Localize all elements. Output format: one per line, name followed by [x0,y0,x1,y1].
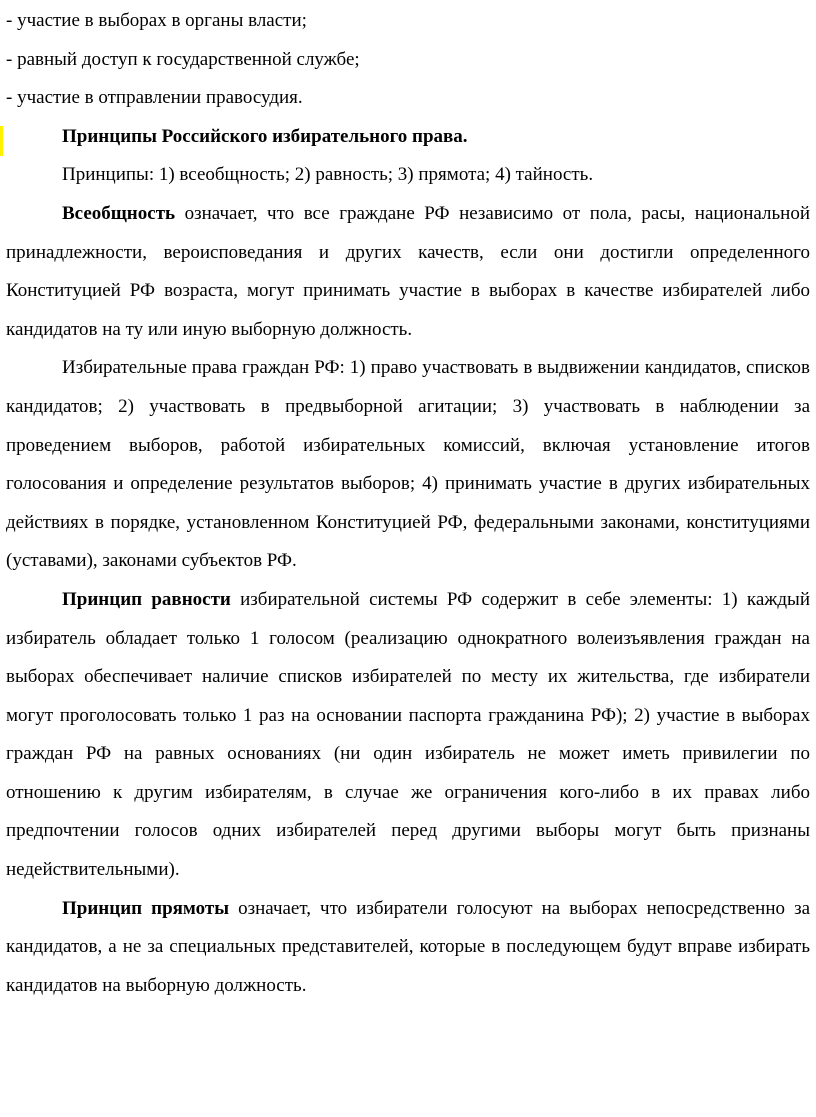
paragraph-directness [6,890,810,1006]
paragraph-text: избирательной системы РФ содержит в себе элементы: 1) каждый избиратель обладает только 1 голосом (реализацию однократного волеизъявления граждан на выборах обеспечивает наличие списков избирателей по месту их жительства, где избиратели могут проголосовать только 1 раз на основании паспорта гражданина РФ); 2) участие в выборах граждан РФ на равных основаниях (ни один избиратель не может иметь привилегии по отношению к другим избирателям, в случае же ограничения кого-либо в их правах либо предпочтении голосов одних избирателей перед другими выборы могут быть признаны недействительными). [6,588,810,881]
list-item: - участие в отправлении правосудия. [6,87,303,109]
highlight-mark [0,126,3,156]
paragraph-text: означает, что все граждане РФ независимо от пола, расы, национальной принадлежности, вероисповедания и других качеств, если они достигли определенного Конституцией РФ возраста, могут принимать участие в выборах в качестве избирателей либо кандидатов на ту или иную выборную должность. [6,202,810,340]
section-heading [6,118,810,157]
principles-line: Принципы: 1) всеобщность; 2) равность; 3) прямота; 4) тайность. [62,164,594,186]
paragraph-rights [6,349,810,581]
term-directness: Принцип прямоты [62,897,230,919]
term-universality: Всеобщность [62,202,176,224]
document-page [6,2,810,1005]
paragraph-text: означает, что избиратели голосуют на выборах непосредственно за кандидатов, а не за специальных представителей, которые в последующем будут вправе избирать кандидатов на выборную должность. [6,897,811,996]
list-item: - равный доступ к государственной службе; [6,48,360,70]
list-item: - участие в выборах в органы власти; [6,10,307,31]
term-equality: Принцип равности [62,588,231,610]
paragraph-universality [6,195,810,349]
heading-text: Принципы Российского избирательного права. [62,125,468,147]
paragraph-text: Избирательные права граждан РФ: 1) право участвовать в выдвижении кандидатов, списков кандидатов; 2) участвовать в предвыборной агитации; 3) участвовать в наблюдении за проведением выборов, работой избирательных комиссий, включая установление итогов голосования и определение результатов выборов; 4) принимать участие в других избирательных действиях в порядке, установленном Конституцией РФ, федеральными законами, конституциями (уставами), законами субъектов РФ. [6,357,810,572]
paragraph-equality [6,581,810,890]
